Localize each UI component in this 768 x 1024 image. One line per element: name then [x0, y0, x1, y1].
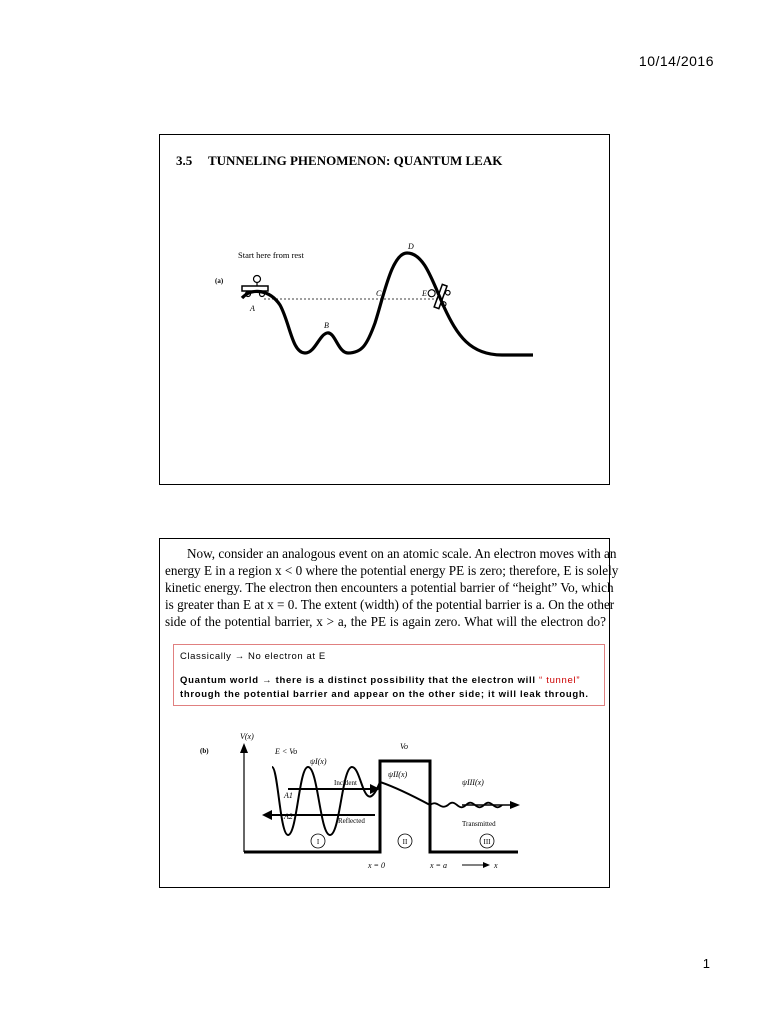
panel-label-a: (a)	[215, 277, 224, 285]
section-number: 3.5	[176, 153, 193, 168]
y-axis-label: V(x)	[240, 732, 254, 741]
paragraph-line: energy E in a region x < 0 where the potential energy PE is zero; therefore, E is solely	[165, 563, 619, 578]
quantum-suffix: through the potential barrier and appear on the other side; it will leak through.	[180, 689, 589, 700]
psi-2-label: ψII(x)	[388, 770, 408, 779]
incident-label: Incident	[334, 779, 357, 787]
region-3-label: III	[483, 838, 491, 846]
tunnel-word: “ tunnel”	[539, 675, 581, 686]
potential-barrier-figure	[200, 727, 530, 877]
explanation-paragraph	[165, 545, 619, 630]
amplitude-a1-label: A1	[284, 791, 293, 800]
start-caption: Start here from rest	[238, 250, 304, 260]
wave-region-2	[380, 782, 430, 805]
cart-at-e	[424, 281, 452, 311]
page-number: 1	[702, 956, 710, 971]
cart-at-start	[242, 276, 268, 297]
document-date: 10/14/2016	[638, 53, 714, 69]
energy-condition: E < Vo	[275, 747, 298, 756]
paragraph-line: kinetic energy. The electron then encounters a potential barrier of “height” Vo, which	[165, 580, 614, 595]
region-1-label: I	[316, 838, 320, 846]
slide-tunneling-title	[159, 134, 610, 485]
y-axis-arrow	[240, 743, 248, 753]
x-zero-label: x = 0	[368, 861, 385, 870]
transmitted-arrowhead	[510, 801, 520, 809]
reflected-label: Reflected	[338, 817, 365, 825]
amplitude-a2-label: A2	[284, 812, 293, 821]
psi-3-label: ψIII(x)	[462, 778, 484, 787]
classical-vs-quantum-callout	[173, 644, 605, 706]
paragraph-line: is greater than E at x = 0. The extent (width) of the potential barrier is a. On the other	[165, 597, 615, 612]
barrier-height-label: Vo	[400, 742, 408, 751]
point-c-label: C	[376, 289, 382, 298]
paragraph-line: Now, consider an analogous event on an atomic scale. An electron moves with an	[187, 546, 617, 561]
point-d-label: D	[408, 242, 414, 251]
x-a-label: x = a	[430, 861, 447, 870]
panel-label-b: (b)	[200, 747, 209, 755]
quantum-statement	[180, 674, 598, 702]
point-b-label: B	[324, 321, 329, 330]
reflected-arrowhead	[262, 810, 272, 820]
section-title: TUNNELING PHENOMENON: QUANTUM LEAK	[208, 153, 503, 168]
psi-1-label: ψI(x)	[310, 757, 327, 766]
slide-electron-tunneling	[159, 538, 619, 888]
track-curve	[242, 253, 533, 355]
x-axis-label: x	[494, 861, 498, 870]
x-direction-arrowhead	[483, 862, 490, 868]
transmitted-label: Transmitted	[462, 820, 496, 828]
classical-statement: Classically → No electron at E	[180, 651, 326, 662]
quantum-prefix: Quantum world → there is a distinct possibility that the electron will	[180, 675, 536, 686]
region-2-label: II	[402, 838, 408, 846]
slide-title	[176, 153, 502, 169]
roller-coaster-figure	[212, 235, 552, 365]
point-a-label: A	[250, 304, 255, 313]
point-e-label: E	[422, 289, 427, 298]
paragraph-line: side of the potential barrier, x > a, the PE is again zero. What will the electron do?	[165, 614, 606, 629]
